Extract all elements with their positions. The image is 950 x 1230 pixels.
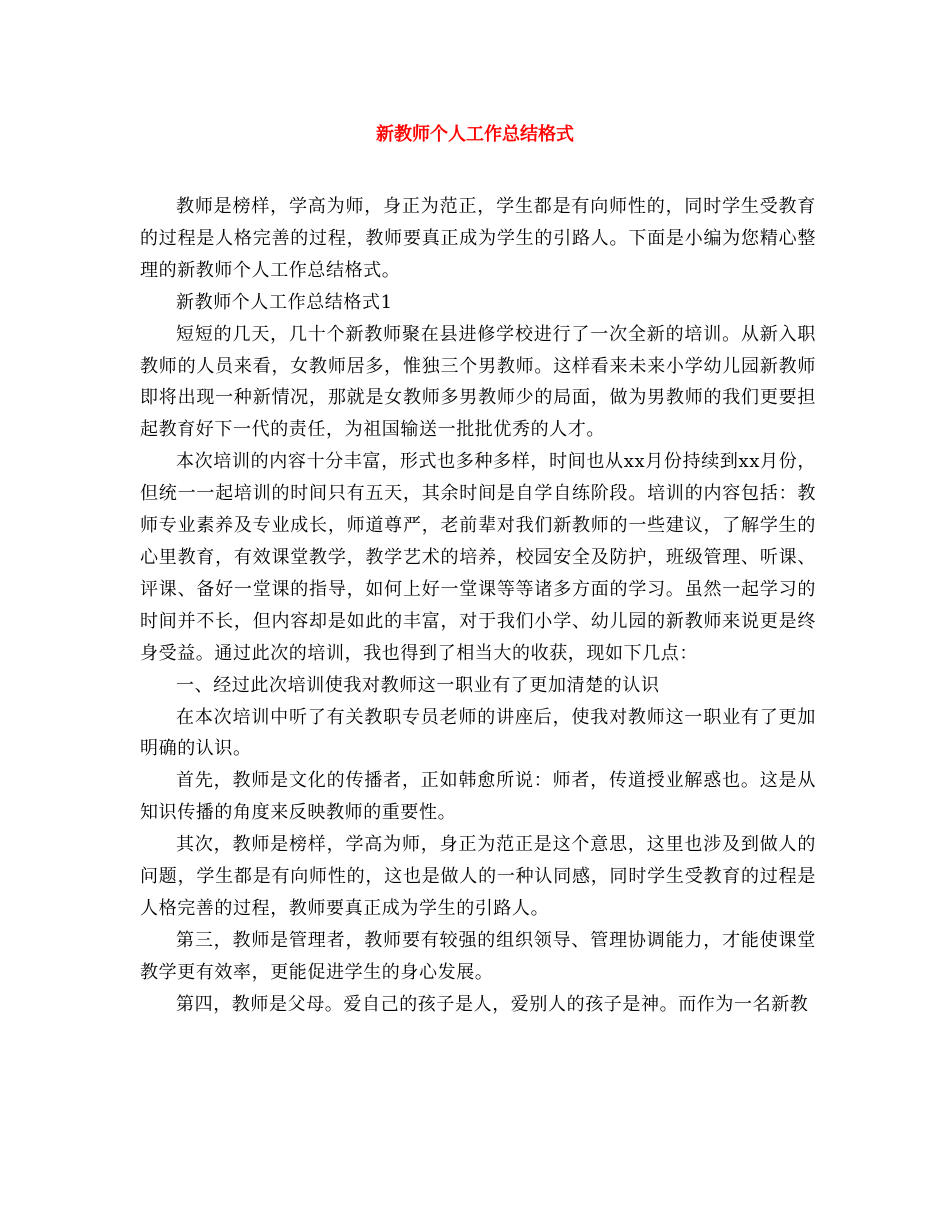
body-paragraph: 其次，教师是榜样，学高为师，身正为范正是这个意思，这里也涉及到做人的问题，学生都是有向师性的，这也是做人的一种认同感，同时学生受教育的过程是人格完善的过程，教师要真正成为学生的引路人。 xyxy=(140,834,816,919)
intro-paragraph: 教师是榜样，学高为师，身正为范正，学生都是有向师性的，同时学生受教育的过程是人格完善的过程，教师要真正成为学生的引路人。下面是小编为您精心整理的新教师个人工作总结格式。 xyxy=(140,196,816,281)
body-paragraph: 第三，教师是管理者，教师要有较强的组织领导、管理协调能力，才能使课堂教学更有效率，更能促进学生的身心发展。 xyxy=(140,929,816,983)
body-paragraph: 本次培训的内容十分丰富，形式也多种多样，时间也从xx月份持续到xx月份，但统一一起培训的时间只有五天，其余时间是自学自练阶段。培训的内容包括：教师专业素养及专业成长，师道尊严，老前辈对我们新教师的一些建议，了解学生的心里教育，有效课堂教学，教学艺术的培养，校园安全及防护，班级管理、听课、评课、备好一堂课的指导，如何上好一堂课等等诸多方面的学习。虽然一起学习的时间并不长，但内容却是如此的丰富，对于我们小学、幼儿园的新教师来说更是终身受益。通过此次的培训，我也得到了相当大的收获，现如下几点： xyxy=(140,451,816,664)
document-title: 新教师个人工作总结格式 xyxy=(376,124,574,145)
body-paragraph: 首先，教师是文化的传播者，正如韩愈所说：师者，传道授业解惑也。这是从知识传播的角度来反映教师的重要性。 xyxy=(140,770,816,824)
body-paragraph: 在本次培训中听了有关教职专员老师的讲座后，使我对教师这一职业有了更加明确的认识。 xyxy=(140,706,816,760)
subsection-heading-1: 一、经过此次培训使我对教师这一职业有了更加清楚的认识 xyxy=(176,674,660,696)
document-body xyxy=(140,191,816,1021)
section-heading-1: 新教师个人工作总结格式1 xyxy=(176,291,393,313)
body-paragraph: 短短的几天，几十个新教师聚在县进修学校进行了一次全新的培训。从新入职教师的人员来看，女教师居多，惟独三个男教师。这样看来未来小学幼儿园新教师即将出现一种新情况，那就是女教师多男教师少的局面，做为男教师的我们更要担起教育好下一代的责任，为祖国输送一批批优秀的人才。 xyxy=(140,323,816,441)
body-paragraph: 第四，教师是父母。爱自己的孩子是人，爱别人的孩子是神。而作为一名新教 xyxy=(176,993,809,1015)
